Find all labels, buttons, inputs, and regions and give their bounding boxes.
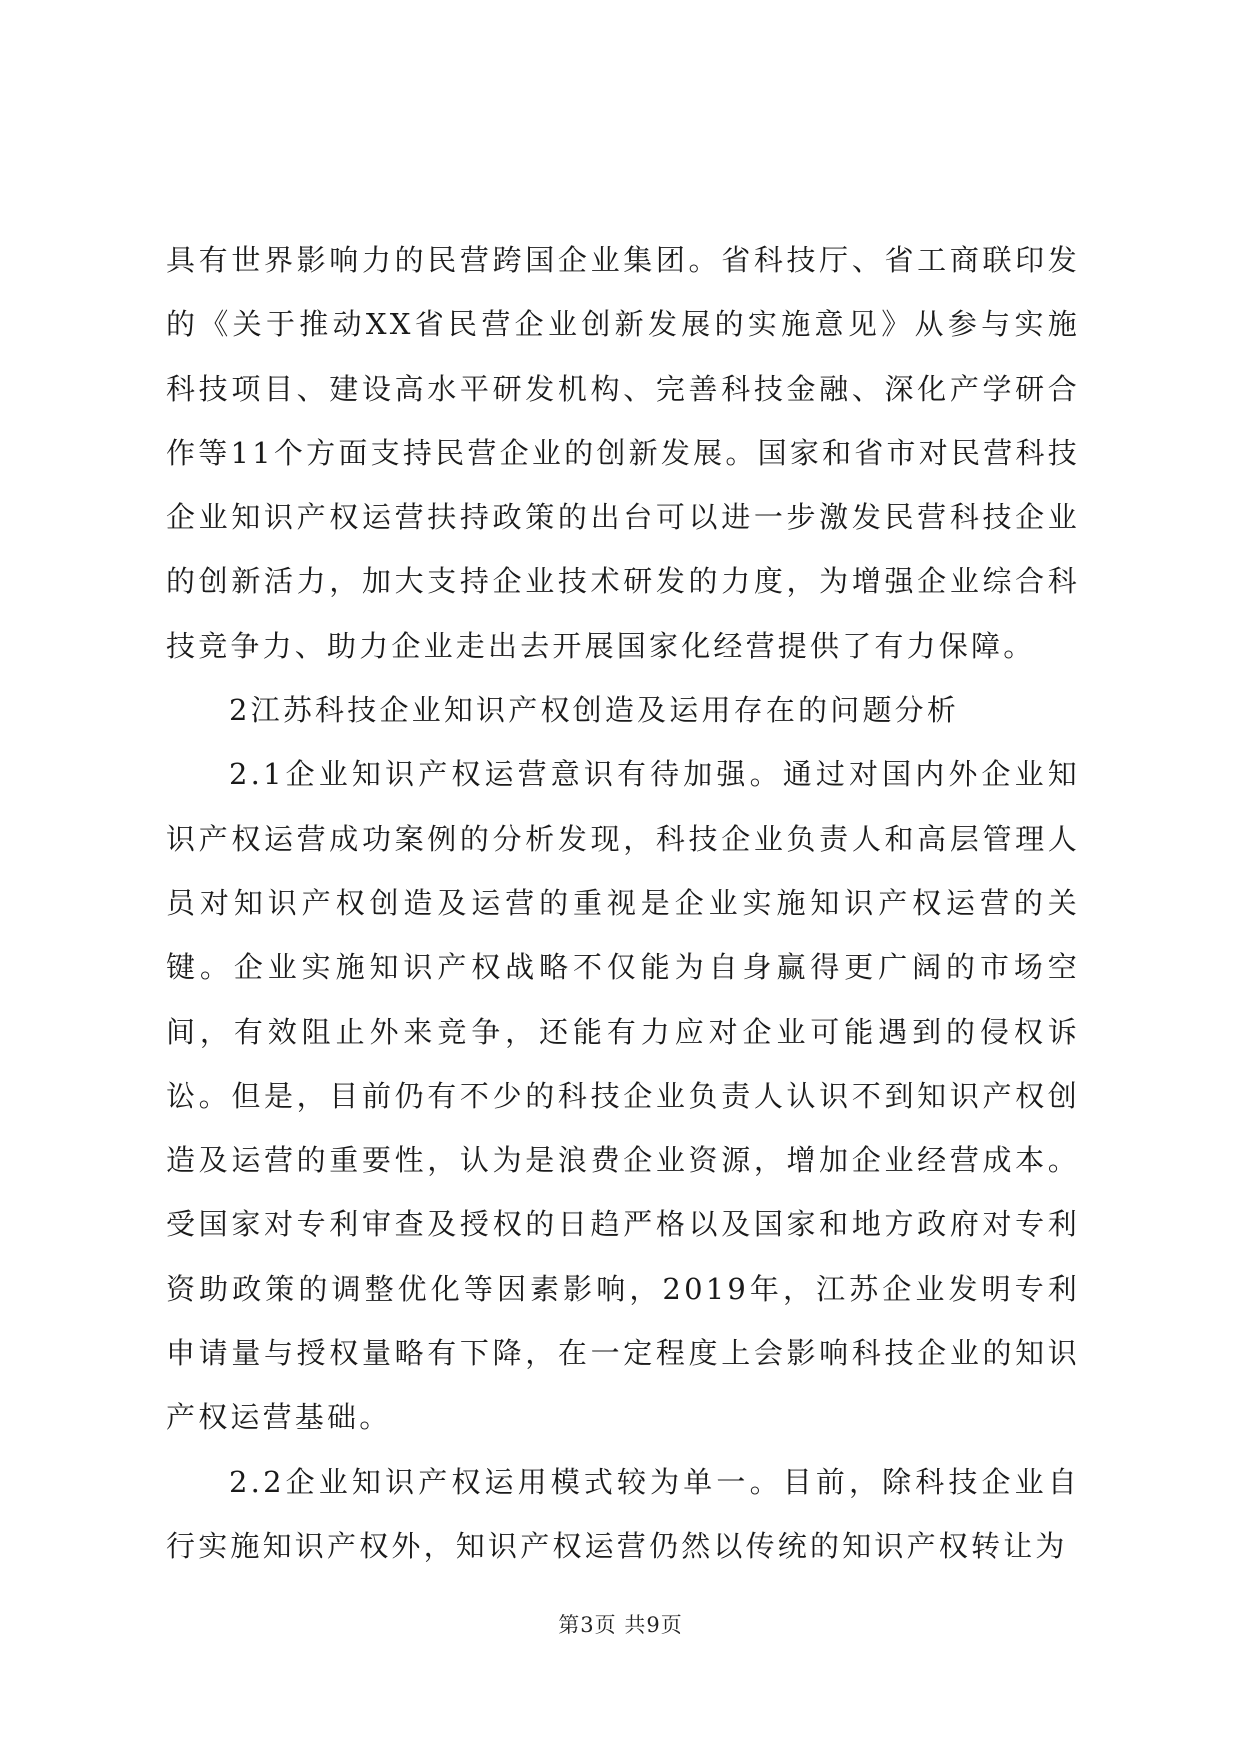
page-number-footer: 第3页 共9页	[558, 1613, 683, 1637]
paragraph-2-1: 2.1企业知识产权运营意识有待加强。通过对国内外企业知识产权运营成功案例的分析发现，科技企业负责人和高层管理人员对知识产权创造及运营的重视是企业实施知识产权运营的关键。企业实施知识产权战略不仅能为自身赢得更广阔的市场空间，有效阻止外来竞争，还能有力应对企业可能遇到的侵权诉讼。但是，目前仍有不少的科技企业负责人认识不到知识产权创造及运营的重要性，认为是浪费企业资源，增加企业经营成本。受国家对专利审查及授权的日趋严格以及国家和地方政府对专利资助政策的调整优化等因素影响，2019年，江苏企业发明专利申请量与授权量略有下降，在一定程度上会影响科技企业的知识产权运营基础。	[166, 757, 1080, 1435]
paragraph-continuation: 具有世界影响力的民营跨国企业集团。省科技厅、省工商联印发的《关于推动XX省民营企业创新发展的实施意见》从参与实施科技项目、建设高水平研发机构、完善科技金融、深化产学研合作等11个方面支持民营企业的创新发展。国家和省市对民营科技企业知识产权运营扶持政策的出台可以进一步激发民营科技企业的创新活力，加大支持企业技术研发的力度，为增强企业综合科技竞争力、助力企业走出去开展国家化经营提供了有力保障。	[166, 243, 1080, 663]
document-body	[166, 228, 1080, 1578]
section-heading: 2江苏科技企业知识产权创造及运用存在的问题分析	[229, 693, 960, 728]
paragraph-2-2: 2.2企业知识产权运用模式较为单一。目前，除科技企业自行实施知识产权外，知识产权运营仍然以传统的知识产权转让为	[166, 1464, 1080, 1563]
